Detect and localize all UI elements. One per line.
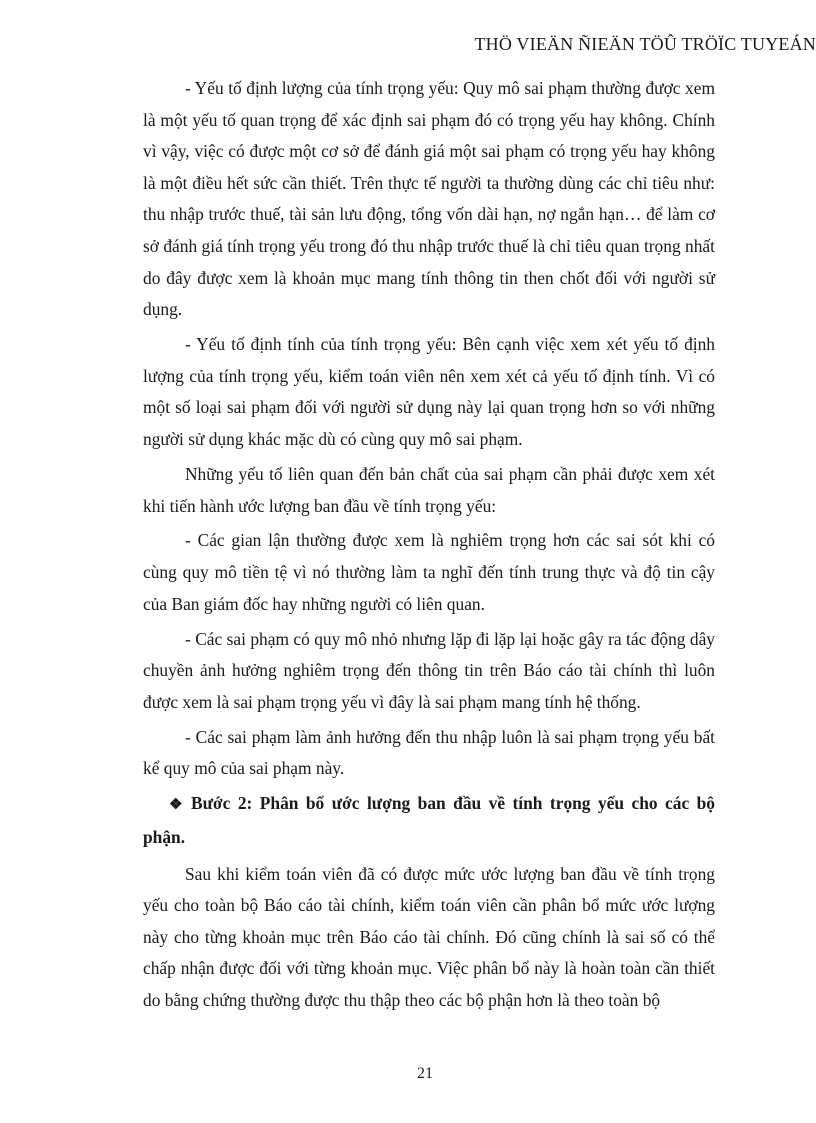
paragraph-income-item: - Các sai phạm làm ảnh hưởng đến thu nhập luôn là sai phạm trọng yếu bất kể quy mô của sai phạm này.	[143, 726, 715, 779]
paragraph-fraud-item: - Các gian lận thường được xem là nghiêm trọng hơn các sai sót khi có cùng quy mô tiền tệ vì nó thường làm ta nghĩ đến tính trung thực và độ tin cậy của Ban giám đốc hay những người có liên quan.	[143, 530, 715, 614]
page-header: THÖ VIEÄN ÑIEÄN TÖÛ TRÖÏC TUYEÁN	[474, 34, 816, 54]
section-heading-step-2	[143, 788, 715, 853]
paragraph-systematic-item: - Các sai phạm có quy mô nhỏ nhưng lặp đi lặp lại hoặc gây ra tác động dây chuyền ảnh hưởng nghiêm trọng đến thông tin trên Báo cáo tài chính thì luôn được xem là sai phạm trọng yếu vì đây là sai phạm mang tính hệ thống.	[143, 628, 715, 712]
section-heading-text: Bước 2: Phân bổ ước lượng ban đầu về tính trọng yếu cho các bộ phận.	[143, 793, 715, 847]
diamond-bullet-icon: ❖	[169, 797, 183, 814]
paragraph-nature-of-misstatement: Những yếu tố liên quan đến bản chất của sai phạm cần phải được xem xét khi tiến hành ước lượng ban đầu về tính trọng yếu:	[143, 463, 715, 516]
page-number: 21	[417, 1065, 433, 1082]
paragraph-allocation: Sau khi kiểm toán viên đã có được mức ước lượng ban đầu về tính trọng yếu cho toàn bộ Báo cáo tài chính, kiểm toán viên cần phân bổ mức ước lượng này cho từng khoản mục trên Báo cáo tài chính. Đó cũng chính là sai số có thể chấp nhận được đối với từng khoản mục. Việc phân bổ này là hoàn toàn cần thiết do bằng chứng thường được thu thập theo các bộ phận hơn là theo toàn bộ	[143, 863, 715, 1010]
paragraph-qualitative-factor: - Yếu tố định tính của tính trọng yếu: Bên cạnh việc xem xét yếu tố định lượng của tính trọng yếu, kiểm toán viên nên xem xét cả yếu tố định tính. Vì có một số loại sai phạm đối với người sử dụng này lại quan trọng hơn so với những người sử dụng khác mặc dù có cùng quy mô sai phạm.	[143, 334, 715, 449]
document-body	[143, 73, 715, 1020]
paragraph-quantitative-factor: - Yếu tố định lượng của tính trọng yếu: Quy mô sai phạm thường được xem là một yếu tố quan trọng để xác định sai phạm đó có trọng yếu hay không. Chính vì vậy, việc có được một cơ sở để đánh giá một sai phạm có trọng yếu hay không là một điều hết sức cần thiết. Trên thực tế người ta thường dùng các chỉ tiêu như: thu nhập trước thuế, tài sản lưu động, tổng vốn dài hạn, nợ ngắn hạn… để làm cơ sở đánh giá tính trọng yếu trong đó thu nhập trước thuế là chỉ tiêu quan trọng nhất do đây được xem là khoản mục mang tính thông tin then chốt đối với người sử dụng.	[143, 78, 715, 320]
